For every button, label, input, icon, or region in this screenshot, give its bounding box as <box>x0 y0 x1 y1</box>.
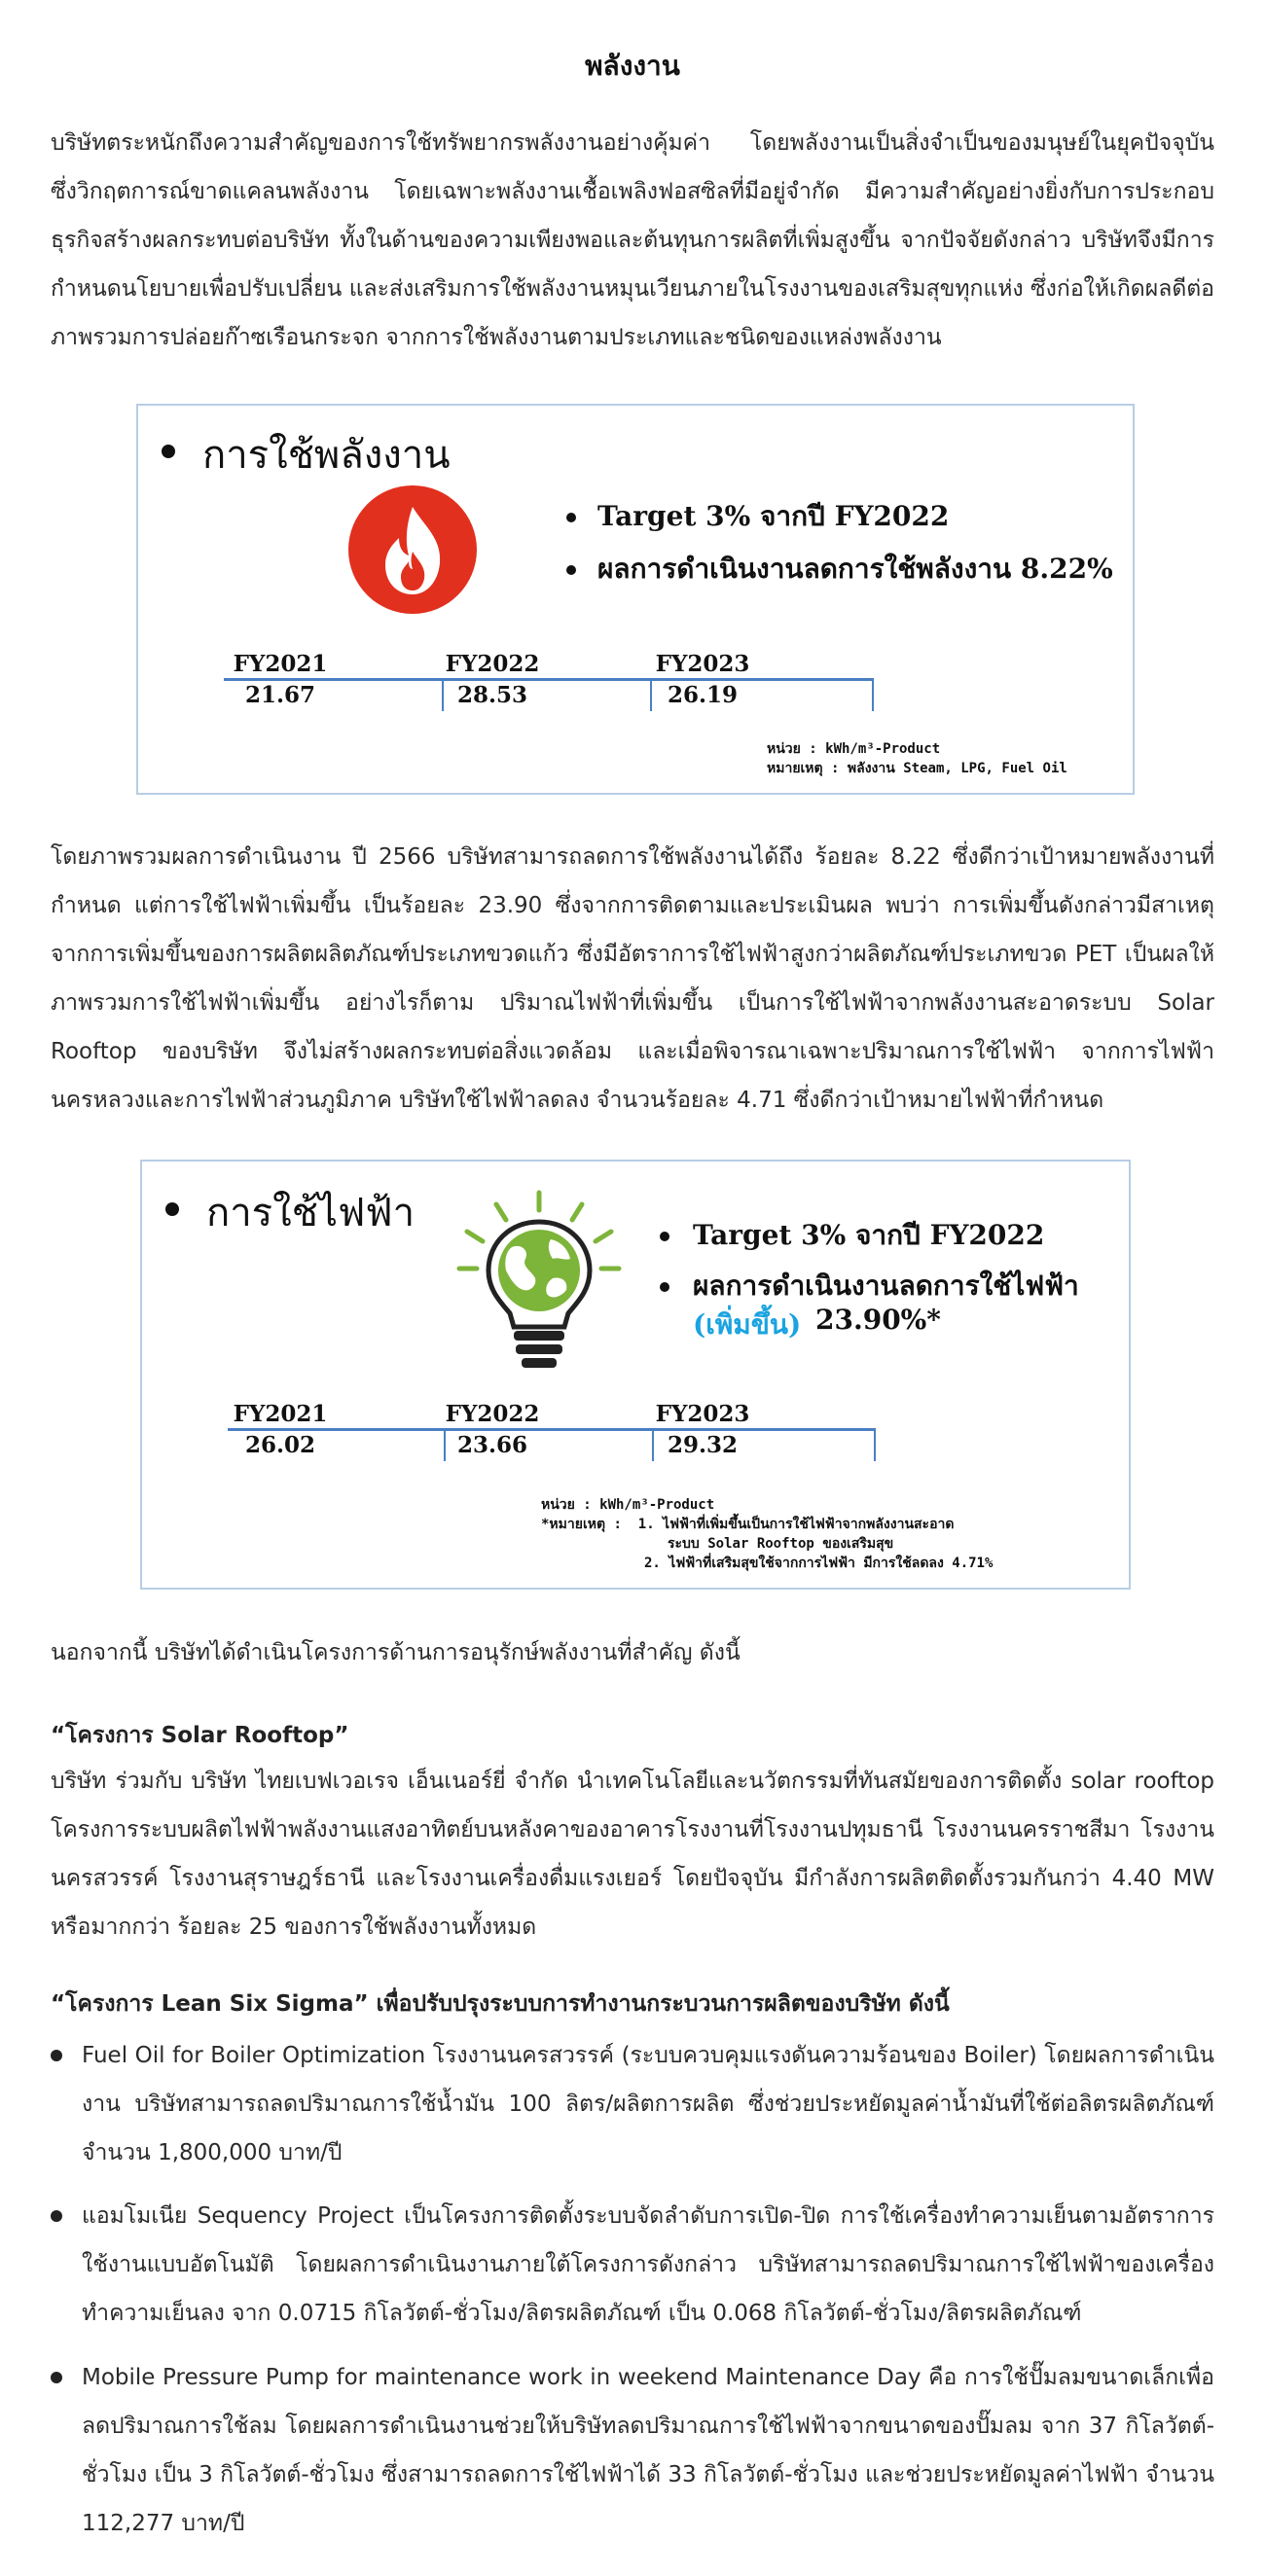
list-item: Fuel Oil for Boiler Optimization โรงงานนครสวรรค์ (ระบบควบคุมแรงดันความร้อนของ Boiler) โดยผลการดำเนินงาน บริษัทสามารถลดปริมาณการใช้น้ำมัน 100 ลิตร/ผลิตการผลิต ซึ่งช่วยประหยัดมูลค่าน้ำมันที่ใช้ต่อลิตรผลิตภัณฑ์ จำนวน 1,800,000 บาท/ปี <box>82 2043 1214 2165</box>
results-paragraph: โดยภาพรวมผลการดำเนินงาน ปี 2566 บริษัทสามารถลดการใช้พลังงานได้ถึง ร้อยละ 8.22 ซึ่งดีกว่าเป้าหมายพลังงานที่กำหนด แต่การใช้ไฟฟ้าเพิ่มขึ้น เป็นร้อยละ 23.90 ซึ่งจากการติดตามและประเมินผล พบว่า การเพิ่มขึ้นดังกล่าวมีสาเหตุจากการเพิ่มขึ้นของการผลิตผลิตภัณฑ์ประเภทขวดแก้ว ซึ่งมีอัตราการใช้ไฟฟ้าสูงกว่าผลิตภัณฑ์ประเภทขวด PET เป็นผลให้ภาพรวมการใช้ไฟฟ้าเพิ่มขึ้น อย่างไรก็ตาม ปริมาณไฟฟ้าที่เพิ่มขึ้น เป็นการใช้ไฟฟ้าจากพลังงานสะอาดระบบ Solar Rooftop ของบริษัท จึงไม่สร้างผลกระทบต่อสิ่งแวดล้อม และเมื่อพิจารณาเฉพาะปริมาณการใช้ไฟฟ้า จากการไฟฟ้านครหลวงและการไฟฟ้าส่วนภูมิภาค บริษัทใช้ไฟฟ้าลดลง จำนวนร้อยละ 4.71 ซึ่งดีกว่าเป้าหมายไฟฟ้าที่กำหนด <box>51 844 1214 1113</box>
lightbulb-earth-icon <box>453 1189 625 1379</box>
electric-value: 29.32 <box>667 1432 739 1458</box>
solar-paragraph: บริษัท ร่วมกับ บริษัท ไทยเบฟเวอเรจ เอ็นเนอร์ยี่ จำกัด นำเทคโนโลยีและนวัตกรรมที่ทันสมัยของการติดตั้ง solar rooftop โครงการระบบผลิตไฟฟ้าพลังงานแสงอาทิตย์บนหลังคาของอาคารโรงงานที่โรงงานปทุมธานี โรงงานนครราชสีมา โรงงานนครสวรรค์ โรงงานสุราษฎร์ธานี และโรงงานเครื่องดื่มแรงเยอร์ โดยปัจจุบัน มีกำลังการผลิตติดตั้งรวมกันกว่า 4.40 MW หรือมากกว่า ร้อยละ 25 ของการใช้พลังงานทั้งหมด <box>51 1769 1214 1940</box>
energy-infographic <box>136 404 1135 795</box>
electric-increase-label: (เพิ่มขึ้น) <box>693 1308 802 1341</box>
electric-increase-value: 23.90%* <box>815 1304 941 1336</box>
energy-title: การใช้พลังงาน <box>202 433 451 478</box>
flame-icon <box>346 483 479 616</box>
lean-heading: “โครงการ Lean Six Sigma” เพื่อปรับปรุงระบบการทำงานกระบวนการผลิตของบริษัท ดังนี้ <box>51 1991 950 2017</box>
table-divider <box>874 1428 876 1461</box>
bullet-dot <box>51 2372 62 2383</box>
table-divider <box>872 678 874 711</box>
table-divider <box>228 1428 876 1431</box>
bullet-dot <box>660 1232 669 1241</box>
bullet-dot <box>566 513 576 522</box>
energy-value: 28.53 <box>456 682 528 708</box>
electric-result: ผลการดำเนินงานลดการใช้ไฟฟ้า <box>693 1270 1079 1302</box>
energy-value: 21.67 <box>244 682 316 708</box>
unit-note: หน่วย : kWh/m³-Product <box>767 741 941 757</box>
electric-title: การใช้ไฟฟ้า <box>206 1191 416 1235</box>
bullet-dot <box>566 565 576 575</box>
bullet-dot <box>51 2210 62 2222</box>
remark-note: *หมายเหตุ : 1. ไฟฟ้าที่เพิ่มขึ้นเป็นการใช้ไฟฟ้าจากพลังงานสะอาด <box>541 1517 955 1532</box>
unit-note: หน่วย : kWh/m³-Product <box>541 1497 715 1513</box>
table-divider <box>224 678 874 681</box>
solar-heading: “โครงการ Solar Rooftop” <box>51 1723 349 1748</box>
page-title: พลังงาน <box>585 50 680 82</box>
year-label: FY2023 <box>655 1401 750 1427</box>
projects-intro: นอกจากนี้ บริษัทได้ดำเนินโครงการด้านการอนุรักษ์พลังงานที่สำคัญ ดังนี้ <box>51 1640 741 1665</box>
year-label: FY2021 <box>233 651 328 677</box>
energy-value: 26.19 <box>667 682 739 708</box>
bullet-dot <box>660 1282 669 1292</box>
electric-target: Target 3% จากปี FY2022 <box>693 1219 1045 1251</box>
year-label: FY2023 <box>655 651 750 677</box>
list-item: Mobile Pressure Pump for maintenance work in weekend Maintenance Day คือ การใช้ปั๊มลมขนาดเล็กเพื่อลดปริมาณการใช้ลม โดยผลการดำเนินงานช่วยให้บริษัทลดปริมาณการใช้ไฟฟ้าจากขนาดของปั๊มลม จาก 37 กิโลวัตต์-ชั่วโมง เป็น 3 กิโลวัตต์-ชั่วโมง ซึ่งสามารถลดการใช้ไฟฟ้าได้ 33 กิโลวัตต์-ชั่วโมง และช่วยประหยัดมูลค่าไฟฟ้า จำนวน 112,277 บาท/ปี <box>82 2365 1214 2536</box>
electric-value: 26.02 <box>244 1432 316 1458</box>
bullet-dot <box>162 445 175 458</box>
electric-value: 23.66 <box>456 1432 528 1458</box>
remark-note: หมายเหตุ : พลังงาน Steam, LPG, Fuel Oil <box>767 761 1067 776</box>
year-label: FY2022 <box>445 1401 540 1427</box>
year-label: FY2021 <box>233 1401 328 1427</box>
intro-paragraph: บริษัทตระหนักถึงความสำคัญของการใช้ทรัพยากรพลังงานอย่างคุ้มค่า โดยพลังงานเป็นสิ่งจำเป็นของมนุษย์ในยุคปัจจุบัน ซึ่งวิกฤตการณ์ขาดแคลนพลังงาน โดยเฉพาะพลังงานเชื้อเพลิงฟอสซิลที่มีอยู่จำกัด มีความสำคัญอย่างยิ่งกับการประกอบธุรกิจสร้างผลกระทบต่อบริษัท ทั้งในด้านของความเพียงพอและต้นทุนการผลิตที่เพิ่มสูงขึ้น จากปัจจัยดังกล่าว บริษัทจึงมีการกำหนดนโยบายเพื่อปรับเปลี่ยน และส่งเสริมการใช้พลังงานหมุนเวียนภายในโรงงานของเสริมสุขทุกแห่ง ซึ่งก่อให้เกิดผลดีต่อภาพรวมการปล่อยก๊าซเรือนกระจก จากการใช้พลังงานตามประเภทและชนิดของแหล่งพลังงาน <box>51 130 1214 350</box>
energy-result: ผลการดำเนินงานลดการใช้พลังงาน 8.22% <box>597 553 1113 585</box>
energy-target: Target 3% จากปี FY2022 <box>597 500 950 532</box>
electric-infographic <box>140 1160 1131 1590</box>
year-label: FY2022 <box>445 651 540 677</box>
list-item: แอมโมเนีย Sequency Project เป็นโครงการติดตั้งระบบจัดลำดับการเปิด-ปิด การใช้เครื่องทำความเย็นตามอัตราการใช้งานแบบอัตโนมัติ โดยผลการดำเนินงานภายใต้โครงการดังกล่าว บริษัทสามารถลดปริมาณการใช้ไฟฟ้าของเครื่องทำความเย็นลง จาก 0.0715 กิโลวัตต์-ชั่วโมง/ลิตรผลิตภัณฑ์ เป็น 0.068 กิโลวัตต์-ชั่วโมง/ลิตรผลิตภัณฑ์ <box>82 2203 1214 2326</box>
remark-note: ระบบ Solar Rooftop ของเสริมสุข <box>668 1536 894 1552</box>
remark-note: 2. ไฟฟ้าที่เสริมสุขใช้จากการไฟฟ้า มีการใช้ลดลง 4.71% <box>644 1556 994 1571</box>
bullet-dot <box>51 2050 62 2061</box>
bullet-dot <box>165 1202 179 1216</box>
